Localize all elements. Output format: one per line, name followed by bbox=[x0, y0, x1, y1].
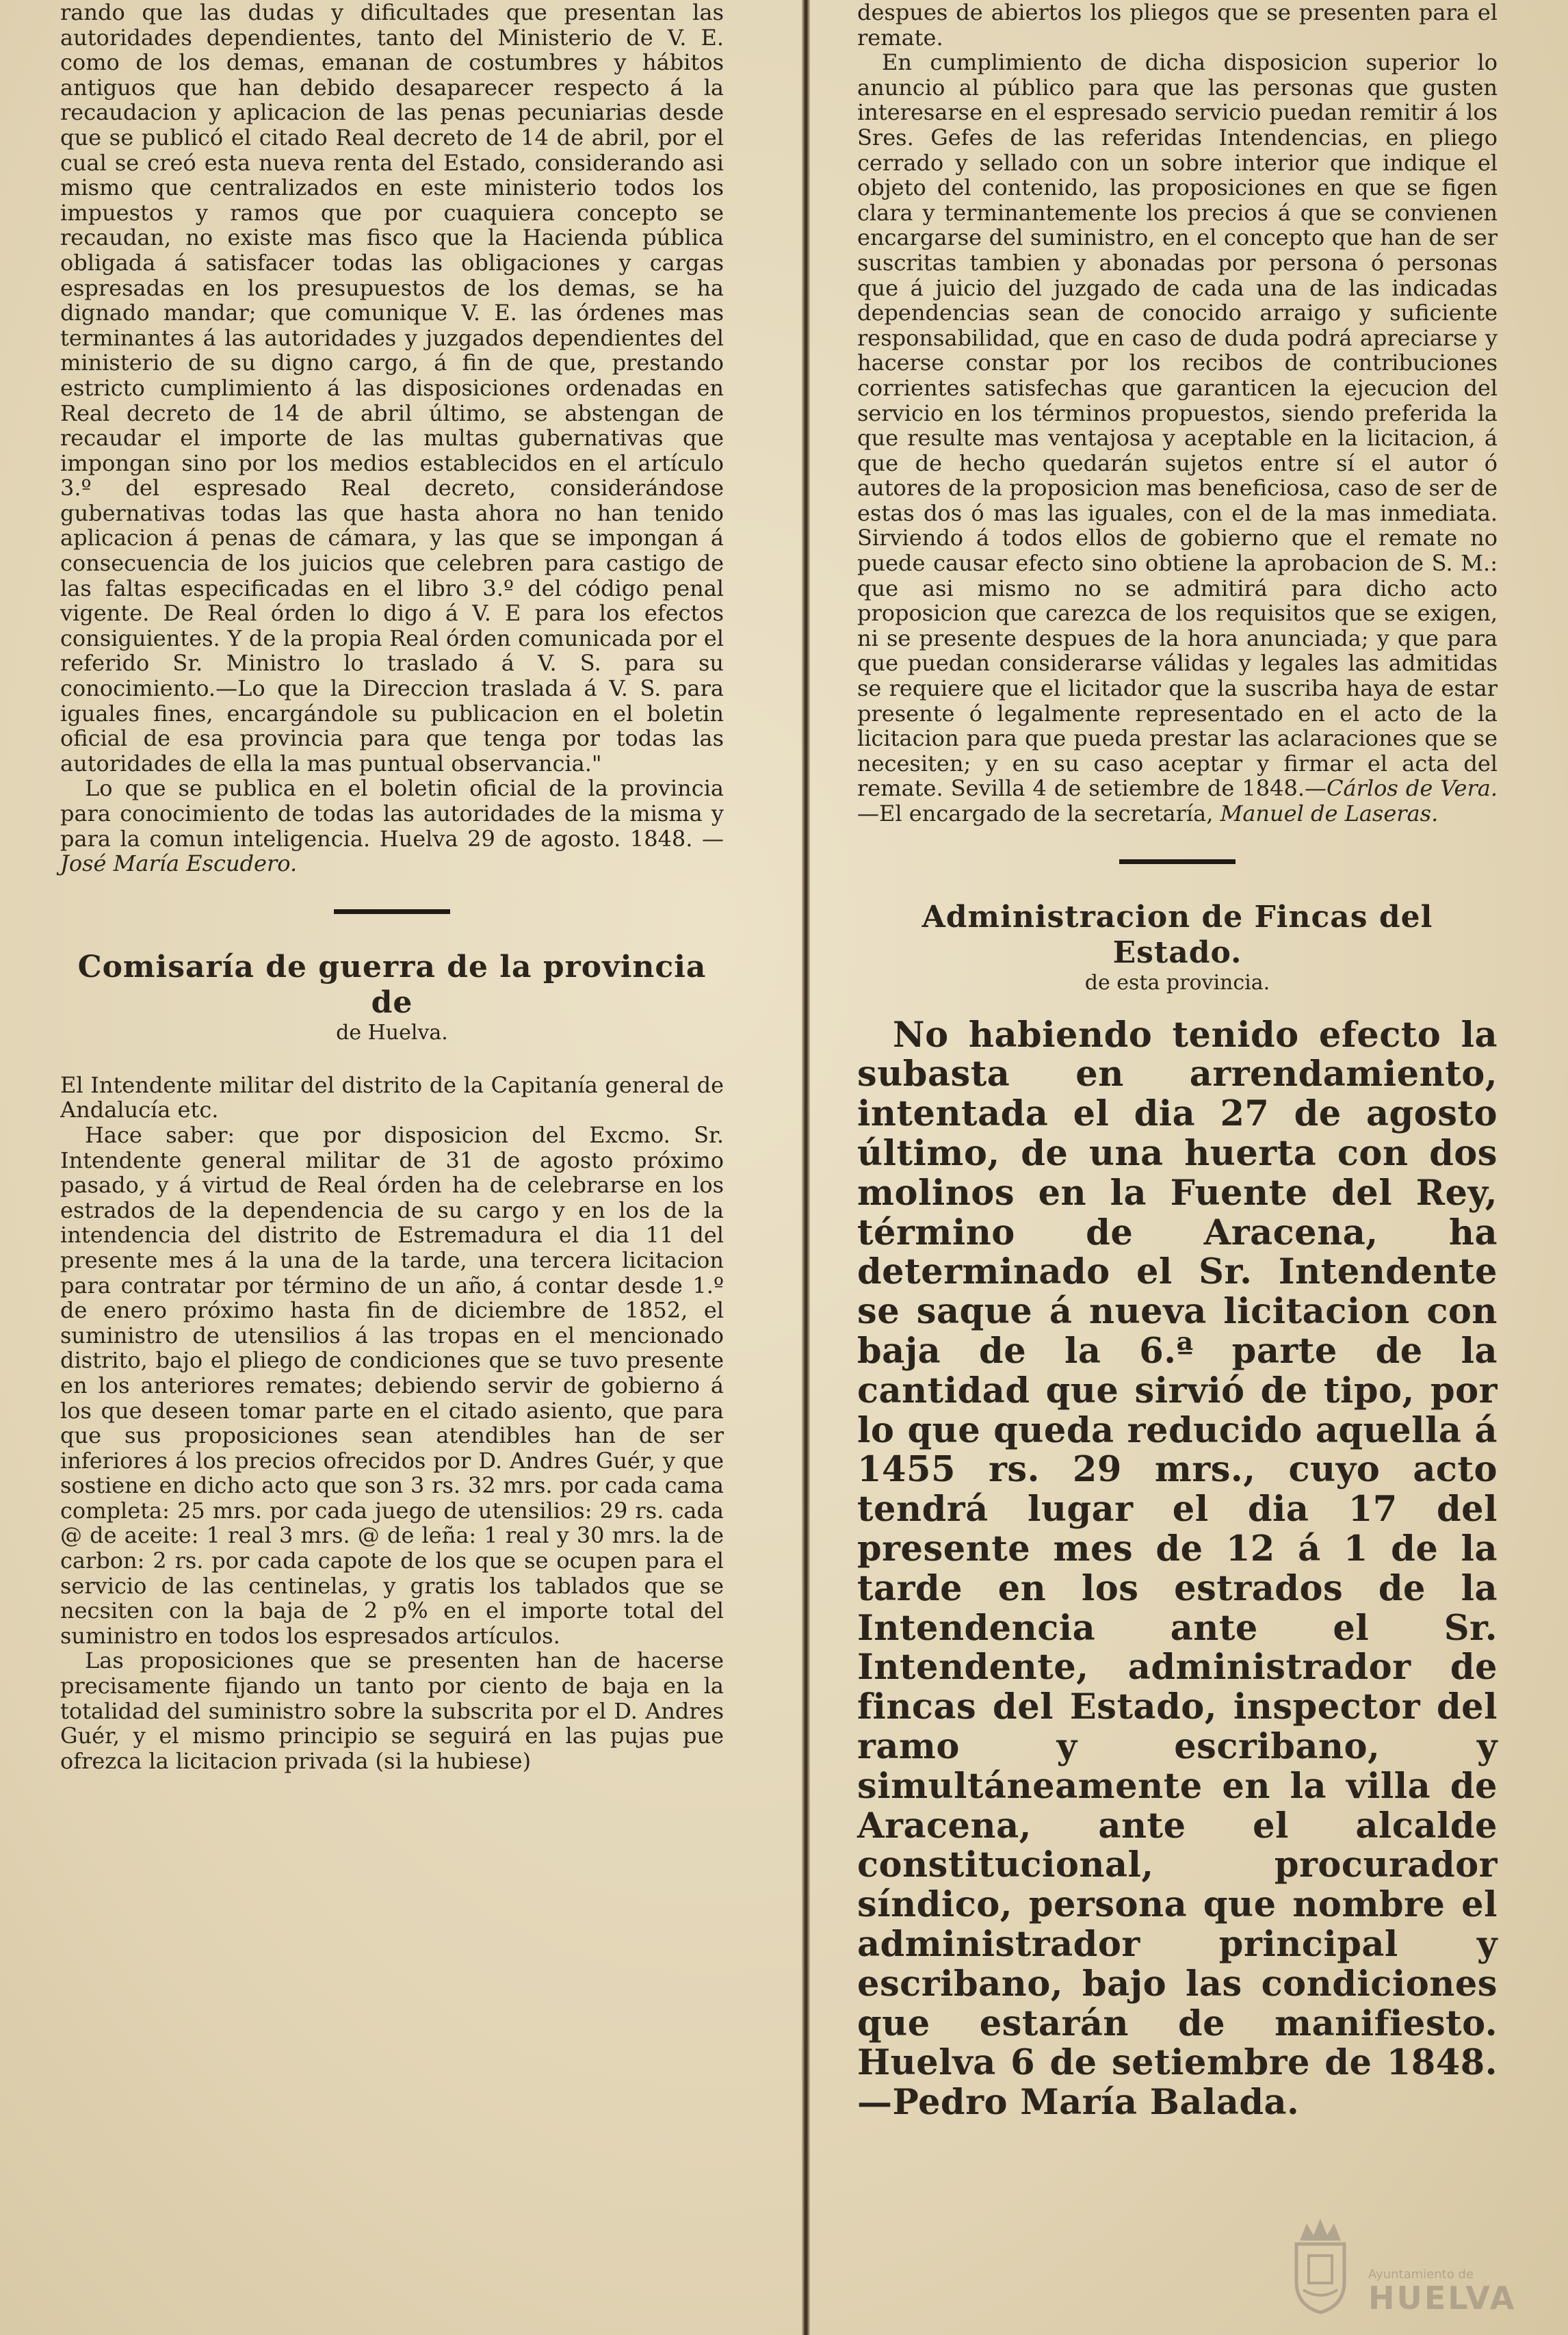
watermark bbox=[1283, 2200, 1529, 2323]
section-rule bbox=[1119, 859, 1236, 864]
right-paragraph-2-mid: —El encargado de la secretaría, bbox=[857, 800, 1214, 826]
fincas-notice bbox=[857, 1016, 1498, 2123]
right-paragraph-2 bbox=[857, 50, 1498, 826]
watermark-text bbox=[1368, 2267, 1526, 2317]
watermark-line-1: Ayuntamiento de bbox=[1368, 2267, 1474, 2282]
left-paragraph-2-text: Lo que se publica en el boletin oficial de la provincia para conocimiento de todas las autoridades de la misma y para la comun inteligencia. Huelva 29 de agosto. 1848. bbox=[60, 775, 724, 852]
comisaria-paragraph-2: Hace saber: que por disposicion del Excmo. Sr. Intendente general militar de 31 de agosto próximo pasado, y á virtud de Real órden ha de celebrarse en los estrados de la dependencia de su cargo y en los de la intendencia del distrito de Estremadura el dia 11 del presente mes á la una de la tarde, una tercera licitacion para contratar por término de un año, á contar desde 1.º de enero próximo hasta fin de diciembre de 1852, el suministro de utensilios á las tropas en el mencionado distrito, bajo el pliego de condiciones que se tuvo presente en los anteriores remates; debiendo servir de gobierno á los que deseen tomar parte en el citado asiento, que para que sus proposiciones sean atendibles han de ser inferiores á los precios ofrecidos por D. Andres Guér, y que sostiene en dicho acto que son 3 rs. 32 mrs. por cada cama completa: 25 mrs. por cada juego de utensilios: 29 rs. cada @ de aceite: 1 real 3 mrs. @ de leña: 1 real y 30 mrs. la de carbon: 2 rs. por cada capote de los que se ocupen para el servicio de las centinelas, y gratis los tablados que se necsiten con la baja de 2 p% en el importe total del suministro en todos los espresados artículos. bbox=[60, 1121, 724, 1649]
comisaria-paragraph-3: Las proposiciones que se presenten han de hacerse precisamente fijando un tanto por ciento de baja en la totalidad del suministro sobre la subscrita por el D. Andres Guér, y el mismo principio se seguirá en las pujas pue ofrezca la licitacion privada (si la hubiese) bbox=[60, 1647, 724, 1774]
section-subtitle-fincas: de esta provincia. bbox=[1084, 970, 1270, 995]
signature-vera: —Cárlos de Vera. bbox=[1305, 775, 1498, 802]
section-title-comisaria: Comisaría de guerra de la provincia de bbox=[77, 949, 707, 1020]
left-column bbox=[60, 0, 724, 1773]
watermark-line-2: HUELVA bbox=[1368, 2280, 1517, 2317]
signature-escudero: —José María Escudero. bbox=[60, 825, 724, 877]
fincas-notice-text: No habiendo tenido efecto la subasta en arrendamiento, intentada el dia 27 de agosto último, de una huerta con dos molinos en la Fuente del Rey, término de Aracena, ha determinado el Sr. Intendente se saque á nueva licitacion con baja de la 6.ª parte de la cantidad que sirvió de tipo, por lo que queda reducido aquella á 1455 rs. 29 mrs., cuyo acto tendrá lugar el dia 17 del presente mes de 12 á 1 de la tarde en los estrados de la Intendencia ante el Sr. Intendente, administrador de fincas del Estado, inspector del ramo y escribano, y simultáneamente en la villa de Aracena, ante el alcalde constitucional, procurador síndico, persona que nombre el administrador principal y escribano, bajo las condiciones que estarán de manifiesto. Huelva 6 de setiembre de 1848.—Pedro María Balada. bbox=[857, 1014, 1498, 2124]
left-paragraph-2 bbox=[60, 776, 724, 876]
column-divider bbox=[802, 0, 810, 2335]
section-rule bbox=[334, 909, 450, 914]
left-paragraph-1: rando que las dudas y dificultades que presentan las autoridades dependientes, tanto del Ministerio de V. E. como de los demas, emanan de costumbres y hábitos antiguos que han debido desaparecer respecto á la recaudacion y aplicacion de las penas pecuniarias desde que se publicó el citado Real decreto de 14 de abril, por el cual se creó esta nueva renta del Estado, considerando asi mismo que centralizados en este ministerio todos los impuestos y ramos que por cuaquiera concepto se recaudan, no existe mas fisco que la Hacienda pública obligada á satisfacer todas las obligaciones y cargas espresadas en los presupuestos de los demas, se ha dignado mandar; que comunique V. E. las órdenes mas terminantes á las autoridades y juzgados dependientes del ministerio de su digno cargo, á fin de que, prestando estricto cumplimiento á las disposiciones ordenadas en Real decreto de 14 de abril último, se abstengan de recaudar el importe de las multas gubernativas que impongan sino por los medios establecidos en el artículo 3.º del espresado Real decreto, considerándose gubernativas todas las que hasta ahora no han tenido aplicacion á penas de cámara, y las que se impongan á consecuencia de los juicios que celebren para castigo de las faltas especificadas en el libro 3.º del código penal vigente. De Real órden lo digo á V. E para los efectos consiguientes. Y de la propia Real órden comunicada por el referido Sr. Ministro lo traslado á V. S. para su conocimiento.—Lo que la Direccion traslada á V. S. para iguales fines, encargándole su publicacion en el boletin oficial de esa provincia para que tenga por todas las autoridades de ella la mas puntual observancia." bbox=[60, 0, 724, 777]
right-paragraph-1: despues de abiertos los pliegos que se presenten para el remate. bbox=[857, 0, 1498, 51]
section-subtitle-comisaria: de Huelva. bbox=[336, 1020, 448, 1045]
crest-icon bbox=[1283, 2213, 1358, 2316]
right-paragraph-2-text: En cumplimiento de dicha disposicion superior lo anuncio al público para que las personas que gusten interesarse en el espresado servicio puedan remitir á los Sres. Gefes de las referidas Intendencias, en pliego cerrado y sellado con un sobre interior que indique el objeto del contenido, las proposiciones en que se figen clara y terminantemente los precios á que se convienen encargarse del suministro, en el concepto que han de ser suscritas tambien y abonadas por persona ó personas que á juicio del juzgado de cada una de las indicadas dependencias sean de conocido arraigo y suficiente responsabilidad, que en caso de duda podrá apreciarse y hacerse constar por los recibos de contribuciones corrientes satisfechas que garanticen la ejecucion del servicio en los términos propuestos, siendo preferida la que resulte mas ventajosa y aceptable en la licitacion, á que de hecho quedarán sujetos entre sí el autor ó autores de la proposicion mas beneficiosa, caso de ser de estas dos ó mas las iguales, con el de la mas inmediata. Sirviendo á todos ellos de gobierno que el remate no puede causar efecto sino obtiene la aprobacion de S. M.: que asi mismo no se admitirá para dicho acto proposicion que carezca de los requisitos que se exigen, ni se presente despues de la hora anunciada; y que para que puedan considerarse válidas y legales las admitidas se requiere que el licitador que la suscriba haya de estar presente ó legalmente representado en el acto de la licitacion para que pueda prestar las aclaraciones que se necesiten; y en su caso aceptar y firmar el acta del remate. Sevilla 4 de setiembre de 1848. bbox=[857, 49, 1498, 802]
comisaria-paragraph-1: El Intendente militar del distrito de la Capitanía general de Andalucía etc. bbox=[60, 1071, 724, 1123]
right-column bbox=[857, 0, 1498, 2123]
section-title-fincas: Administracion de Fincas del Estado. bbox=[922, 899, 1433, 970]
signature-laseras: Manuel de Laseras. bbox=[1220, 800, 1439, 826]
